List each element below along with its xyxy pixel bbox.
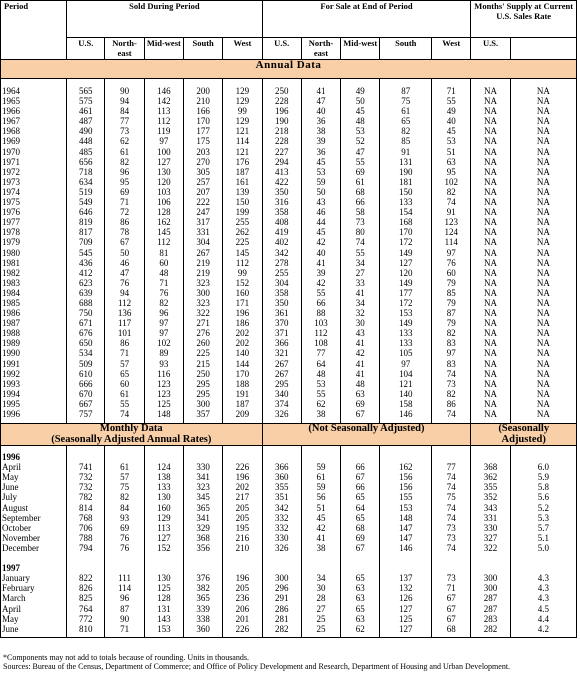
monthly-supply-rate: 6.0 5.9 5.8 5.6 5.2 5.3 5.7 5.1 5.0 4.3 4.3 4.3 4.5 4.4 4.2 [510, 446, 576, 638]
annual-fs-s: 87 75 61 65 82 85 91 131 190 181 150 133 154 168 170 172 149 127 120 149 177 172 153 149 133 133 105 97 104 121 140 158 146 [380, 79, 432, 424]
col-sold-w: West [223, 38, 262, 60]
footnotes [0, 651, 580, 673]
monthly-fs-mw: 66 67 66 65 64 65 68 69 67 65 63 63 65 63 62 [341, 446, 380, 638]
period-header: Period [1, 1, 67, 60]
annual-sold-us: 565 575 461 487 490 448 485 656 718 634 519 549 646 819 817 709 545 436 412 623 639 688 750 671 676 650 534 509 610 666 670 667 757 [67, 79, 105, 424]
monthly-sold-ne: 61 57 75 82 84 93 69 76 76 111 114 96 87 90 71 [105, 446, 144, 638]
monthly-periods [1, 446, 67, 638]
month-label: August [2, 502, 29, 513]
annual-supply-rate: NA NA NA NA NA NA NA NA NA NA NA NA NA NA NA NA NA NA NA NA NA NA NA NA NA NA NA NA NA NA NA NA NA [510, 79, 576, 424]
sold-header: Sold During Period [67, 1, 262, 38]
col-fs-mw: Mid-west [341, 38, 380, 60]
month-label: January [2, 573, 30, 584]
col-sold-mw: Mid-west [144, 38, 183, 60]
month-label: February [2, 583, 35, 594]
month-label: July [2, 492, 18, 503]
year-label: 1996 [2, 452, 20, 463]
annual-data-title: Annual Data [1, 60, 577, 79]
for-sale-header: For Sale at End of Period [262, 1, 471, 38]
month-label: May [2, 472, 19, 483]
annual-years: 1964 1965 1966 1967 1968 1969 1970 1971 1972 1973 1974 1975 1976 1977 1978 1979 1980 1981 1982 1983 1984 1985 1986 1987 1988 1989 1990 1991 1992 1993 1994 1995 1996 [1, 79, 67, 424]
annual-fs-w: 71 55 49 40 45 53 51 63 95 102 82 74 91 123 124 114 97 76 60 79 85 79 87 79 82 83 97 83 74 73 82 86 74 [432, 79, 471, 424]
month-label: June [2, 623, 19, 634]
annual-sold-s: 200 210 166 170 177 175 203 270 305 257 207 222 247 317 331 304 267 219 219 323 300 323 322 271 276 260 225 215 250 295 295 300 357 [183, 79, 222, 424]
monthly-fs-s: 162 156 156 155 153 148 147 147 146 137 132 126 127 125 127 [380, 446, 432, 638]
monthly-periods-text [2, 452, 41, 634]
annual-fs-us: 250 228 196 190 218 228 227 294 413 422 350 316 358 408 419 402 342 278 255 304 358 350 361 370 371 366 321 267 267 295 340 374 326 [262, 79, 301, 424]
month-label: March [2, 593, 26, 604]
col-sold-s: South [183, 38, 222, 60]
annual-data-row [1, 79, 577, 424]
monthly-nsa-title: (Not Seasonally Adjusted) [262, 424, 471, 446]
col-fs-ne: North-east [301, 38, 340, 60]
month-label: December [2, 542, 39, 553]
col-fs-w: West [432, 38, 471, 60]
monthly-sold-w: 226 196 202 217 205 205 195 216 210 196 205 236 206 201 226 [223, 446, 262, 638]
col-fs-us: U.S. [262, 38, 301, 60]
annual-sold-mw: 146 142 113 112 119 97 100 127 130 120 103 106 128 162 145 112 81 60 48 71 76 82 96 97 97 102 89 93 116 123 123 125 148 [144, 79, 183, 424]
annual-fs-mw: 49 50 45 48 53 52 47 55 69 61 68 66 58 73 80 74 55 34 27 33 41 34 32 30 43 41 42 41 41 48 63 69 67 [341, 79, 380, 424]
col-sold-us: U.S. [67, 38, 105, 60]
month-label: June [2, 482, 19, 493]
month-label: September [2, 512, 41, 523]
month-label: April [2, 603, 21, 614]
month-label: April [2, 462, 21, 473]
monthly-fs-w: 77 74 74 75 74 74 73 73 74 73 71 67 67 67 68 [432, 446, 471, 638]
monthly-sold-mw: 124 138 133 130 160 129 113 127 152 130 125 128 131 143 153 [144, 446, 183, 638]
col-supply-blank [510, 38, 576, 60]
monthly-sa-title: Monthly Data (Seasonally Adjusted Annual Rates) [1, 424, 263, 446]
month-label: October [2, 522, 31, 533]
monthly-fs-ne: 59 61 59 56 51 45 42 41 38 34 30 28 27 25 25 [301, 446, 340, 638]
col-fs-s: South [380, 38, 432, 60]
annual-fs-ne: 41 47 40 36 38 39 36 45 53 59 50 43 46 44 45 42 40 41 39 42 55 66 88 103 112 108 77 64 48 53 55 62 38 [301, 79, 340, 424]
year-label: 1997 [2, 563, 20, 574]
col-supply-us: U.S. [471, 38, 510, 60]
footnote-sources: Sources: Bureau of the Census, Department of Commerce; and Office of Policy Development and Research, Department of Housing and Urban Development. [3, 662, 511, 672]
monthly-supply-us: 368 362 355 352 343 331 330 327 322 300 300 287 287 283 282 [471, 446, 510, 638]
month-label: May [2, 613, 19, 624]
monthly-fs-us: 366 360 355 351 342 332 332 330 326 300 296 291 286 281 282 [262, 446, 301, 638]
footnote-rounding: *Components may not add to totals because of rounding. Units in thousands. [3, 653, 249, 662]
monthly-sold-s: 330 341 323 345 365 341 329 368 356 376 382 365 339 338 360 [183, 446, 222, 638]
monthly-data-row [1, 446, 577, 638]
supply-header: Months' Supply at Current U.S. Sales Rate [471, 1, 577, 38]
annual-sold-ne: 90 94 84 77 73 62 61 82 96 95 69 71 72 86 78 67 50 46 47 76 94 112 136 117 101 86 71 57 65 60 61 55 74 [105, 79, 144, 424]
annual-sold-w: 129 129 99 129 121 114 121 176 187 161 139 150 199 255 262 225 145 112 99 152 160 171 196 186 202 202 140 144 170 188 191 187 209 [223, 79, 262, 424]
monthly-sold-us: 741 732 732 782 814 768 706 788 794 822 826 825 764 772 810 [67, 446, 105, 638]
col-sold-ne: North-east [105, 38, 144, 60]
monthly-sa-supply-title: (Seasonally Adjusted) [471, 424, 577, 446]
annual-supply-us: NA NA NA NA NA NA NA NA NA NA NA NA NA NA NA NA NA NA NA NA NA NA NA NA NA NA NA NA NA NA NA NA NA [471, 79, 510, 424]
month-label: November [2, 532, 40, 543]
